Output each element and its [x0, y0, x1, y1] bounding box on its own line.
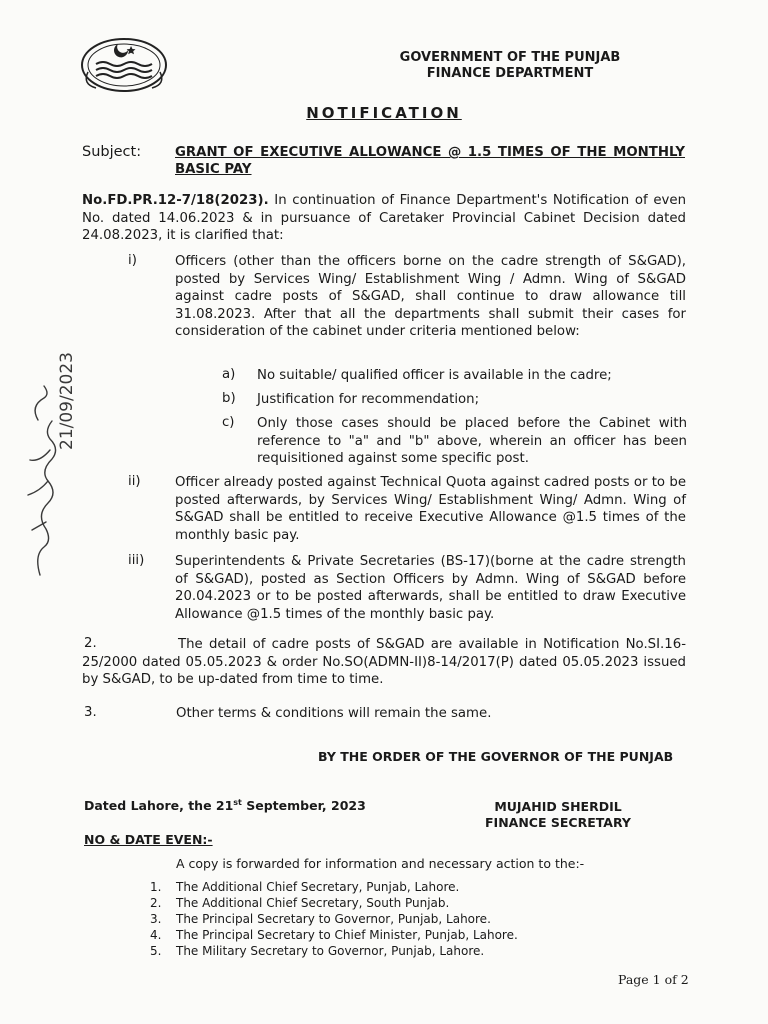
subitem-letter: a): [222, 367, 236, 382]
copy-list: [150, 879, 518, 959]
subitem-letter: c): [222, 415, 235, 430]
page-number: Page 1 of 2: [618, 972, 689, 987]
list-item: [150, 943, 518, 959]
document-title: NOTIFICATION: [306, 104, 462, 122]
subitem-text: No suitable/ qualified officer is available in the cadre;: [257, 368, 612, 383]
signatory-name: MUJAHID SHERDIL: [494, 799, 622, 814]
subitem-letter: b): [222, 391, 236, 406]
dated-prefix: Dated Lahore, the 21: [84, 798, 234, 814]
item-number: iii): [128, 553, 145, 568]
signatory-block: [478, 799, 638, 831]
list-item-text: The Additional Chief Secretary, South Punjab.: [176, 896, 450, 910]
dated-suffix-ordinal: st: [233, 798, 242, 807]
punjab-emblem-logo: [78, 34, 170, 96]
subject-text: GRANT OF EXECUTIVE ALLOWANCE @ 1.5 TIMES OF THE MONTHLY BASIC PAY: [175, 145, 685, 177]
main-paragraph-text: In continuation of Finance Department's Notification of even No. dated 14.06.2023 & in pursuance of Caretaker Provincial Cabinet Decision dated 24.08.2023, it is clarified that:: [82, 193, 686, 244]
list-item-text: The Additional Chief Secretary, Punjab, Lahore.: [176, 880, 460, 894]
item-number: i): [128, 253, 137, 268]
subitem-text: Justification for recommendation;: [257, 392, 480, 407]
item-text: Officers (other than the officers borne on the cadre strength of S&GAD), posted by Services Wing/ Establishment Wing / Admn. Wing of S&GAD against cadre posts of S&GAD, shall continue to draw allowance till 31.08.2023. After that all the departments shall submit their cases for consideration of the cabinet under criteria mentioned below:: [175, 254, 686, 340]
paragraph-number: 3.: [84, 705, 97, 720]
paragraph-2: [82, 636, 686, 689]
list-item-text: The Military Secretary to Governor, Punjab, Lahore.: [176, 944, 485, 958]
handwritten-date: 21/09/2023: [57, 352, 77, 450]
handwritten-signature: [10, 330, 80, 590]
paragraph-number: 2.: [84, 636, 97, 651]
item-text: Officer already posted against Technical Quota against cadred posts or to be posted afterwards, by Services Wing/ Establishment Wing/ Admn. Wing of S&GAD shall be entitled to receive Executive Allowance @1.5 times of the monthly basic pay.: [175, 475, 686, 543]
list-item: [150, 927, 518, 943]
subject-label: Subject:: [82, 144, 142, 160]
item-number: ii): [128, 474, 141, 489]
order-line: BY THE ORDER OF THE GOVERNOR OF THE PUNJAB: [318, 749, 674, 764]
main-paragraph: [82, 192, 686, 245]
list-item-number: 3.: [150, 912, 162, 926]
reference-number: No.FD.PR.12-7/18(2023).: [82, 193, 269, 208]
dated-suffix: September, 2023: [241, 798, 366, 814]
list-item-number: 4.: [150, 928, 162, 942]
letterhead: [380, 50, 640, 82]
subitem-text: Only those cases should be placed before the Cabinet with reference to "a" and "b" above, wherein an officer has been requisitioned against some specific post.: [257, 416, 687, 467]
item-text: Superintendents & Private Secretaries (BS-17)(borne at the cadre strength of S&GAD), posted as Section Officers by Admn. Wing of S&GAD before 20.04.2023 or to be posted afterwards, shall be entitled to draw Executive Allowance @1.5 times of the monthly basic pay.: [175, 554, 686, 622]
list-item-number: 5.: [150, 944, 162, 958]
signatory-title: FINANCE SECRETARY: [485, 815, 631, 830]
paragraph-2-text: The detail of cadre posts of S&GAD are available in Notification No.SI.16-25/2000 dated 05.05.2023 & order No.SO(ADMN-II)8-14/2017(P) dated 05.05.2023 issued by S&GAD, to be up-dated from time to time.: [82, 637, 686, 688]
list-item-number: 1.: [150, 880, 162, 894]
list-item-number: 2.: [150, 896, 162, 910]
list-item: [150, 911, 518, 927]
list-item-text: The Principal Secretary to Chief Minister, Punjab, Lahore.: [176, 928, 518, 942]
dated-line: [84, 798, 366, 813]
list-item: [150, 895, 518, 911]
list-item-text: The Principal Secretary to Governor, Punjab, Lahore.: [176, 912, 491, 926]
no-date-even: NO & DATE EVEN:-: [84, 832, 213, 847]
government-name: GOVERNMENT OF THE PUNJAB: [399, 50, 621, 65]
department-name: FINANCE DEPARTMENT: [426, 66, 594, 81]
paragraph-3-text: Other terms & conditions will remain the same.: [176, 706, 492, 721]
copy-intro: A copy is forwarded for information and necessary action to the:-: [176, 856, 585, 871]
list-item: [150, 879, 518, 895]
